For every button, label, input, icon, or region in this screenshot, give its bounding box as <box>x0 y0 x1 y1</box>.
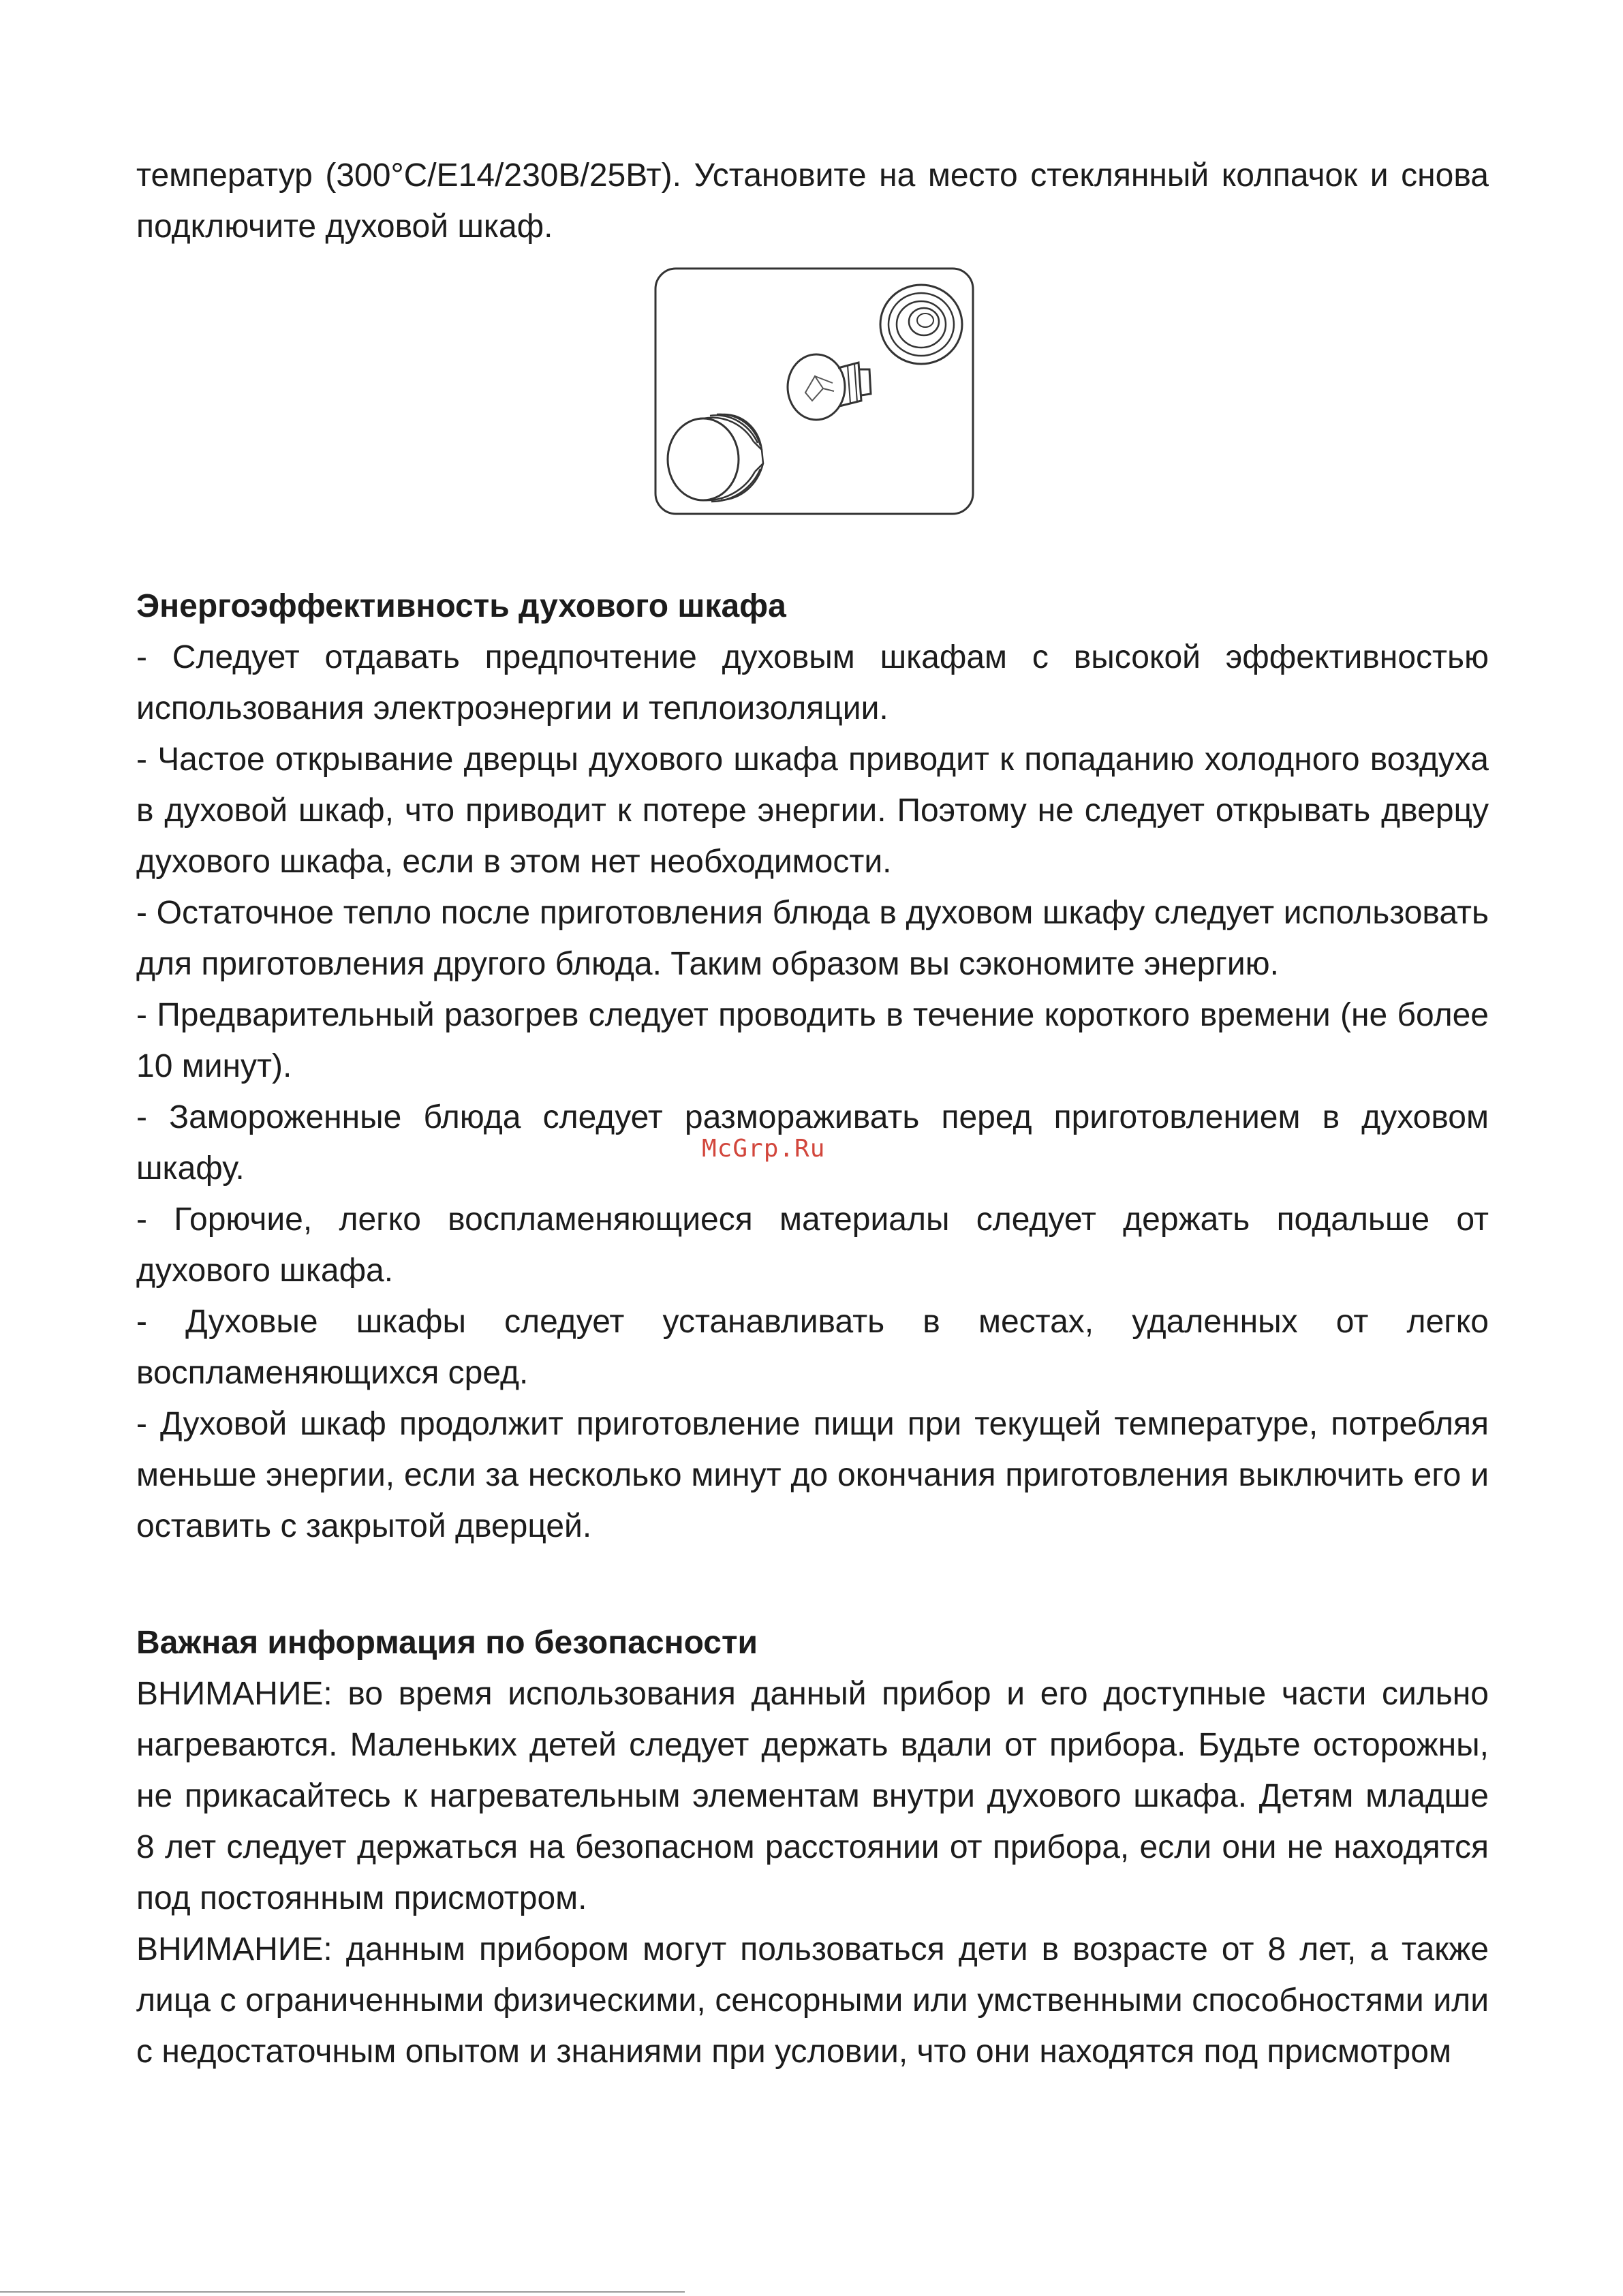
document-page <box>136 150 1489 2077</box>
intro-continuation: температур (300°С/Е14/230В/25Вт). Установите на место стеклянный колпачок и снова подключите духовой шкаф. <box>136 157 1489 245</box>
energy-item-5: - Замороженные блюда следует размораживать перед приготовлением в духовом шкафу. <box>136 1099 1489 1187</box>
safety-section-title: Важная информация по безопасности <box>136 1625 758 1661</box>
energy-item-7: - Духовые шкафы следует устанавливать в местах, удаленных от легко воспламеняющихся сред. <box>136 1304 1489 1391</box>
lamp-replacement-figure <box>654 267 974 515</box>
energy-item-4: - Предварительный разогрев следует проводить в течение короткого времени (не более 10 минут). <box>136 997 1489 1084</box>
energy-item-2: - Частое открывание дверцы духового шкафа приводит к попаданию холодного воздуха в духовой шкаф, что приводит к потере энергии. Поэтому не следует открывать дверцу духового шкафа, если в этом нет необходимости. <box>136 741 1489 880</box>
safety-paragraph-1: ВНИМАНИЕ: во время использования данный прибор и его доступные части сильно нагреваются. Маленьких детей следует держать вдали от прибора. Будьте осторожны, не прикасайтесь к нагревательным элементам внутри духового шкафа. Детям младше 8 лет следует держаться на безопасном расстоянии от прибора, если они не находятся под постоянным присмотром. <box>136 1676 1489 1916</box>
energy-item-1: - Следует отдавать предпочтение духовым шкафам с высокой эффективностью использования электроэнергии и теплоизоляции. <box>136 639 1489 726</box>
energy-item-8: - Духовой шкаф продолжит приготовление пищи при текущей температуре, потребляя меньше энергии, если за несколько минут до окончания приготовления выключить его и оставить с закрытой дверцей. <box>136 1406 1489 1544</box>
energy-section-title: Энергоэффективность духового шкафа <box>136 588 786 624</box>
watermark-link[interactable]: McGrp.Ru <box>702 1135 826 1163</box>
energy-item-6: - Горючие, легко воспламеняющиеся материалы следует держать подальше от духового шкафа. <box>136 1201 1489 1289</box>
safety-paragraph-2: ВНИМАНИЕ: данным прибором могут пользоваться дети в возрасте от 8 лет, а также лица с ограниченными физическими, сенсорными или умственными способностями или с недостаточным опытом и знаниями при условии, что они находятся под присмотром <box>136 1931 1489 2070</box>
socket-icon <box>880 285 962 364</box>
bulb-icon <box>788 354 871 420</box>
energy-item-3: - Остаточное тепло после приготовления блюда в духовом шкафу следует использовать для приготовления другого блюда. Таким образом вы сэкономите энергию. <box>136 895 1489 982</box>
glass-cover-icon <box>668 414 763 502</box>
figure-frame <box>655 269 973 514</box>
footer-divider <box>0 2291 685 2293</box>
